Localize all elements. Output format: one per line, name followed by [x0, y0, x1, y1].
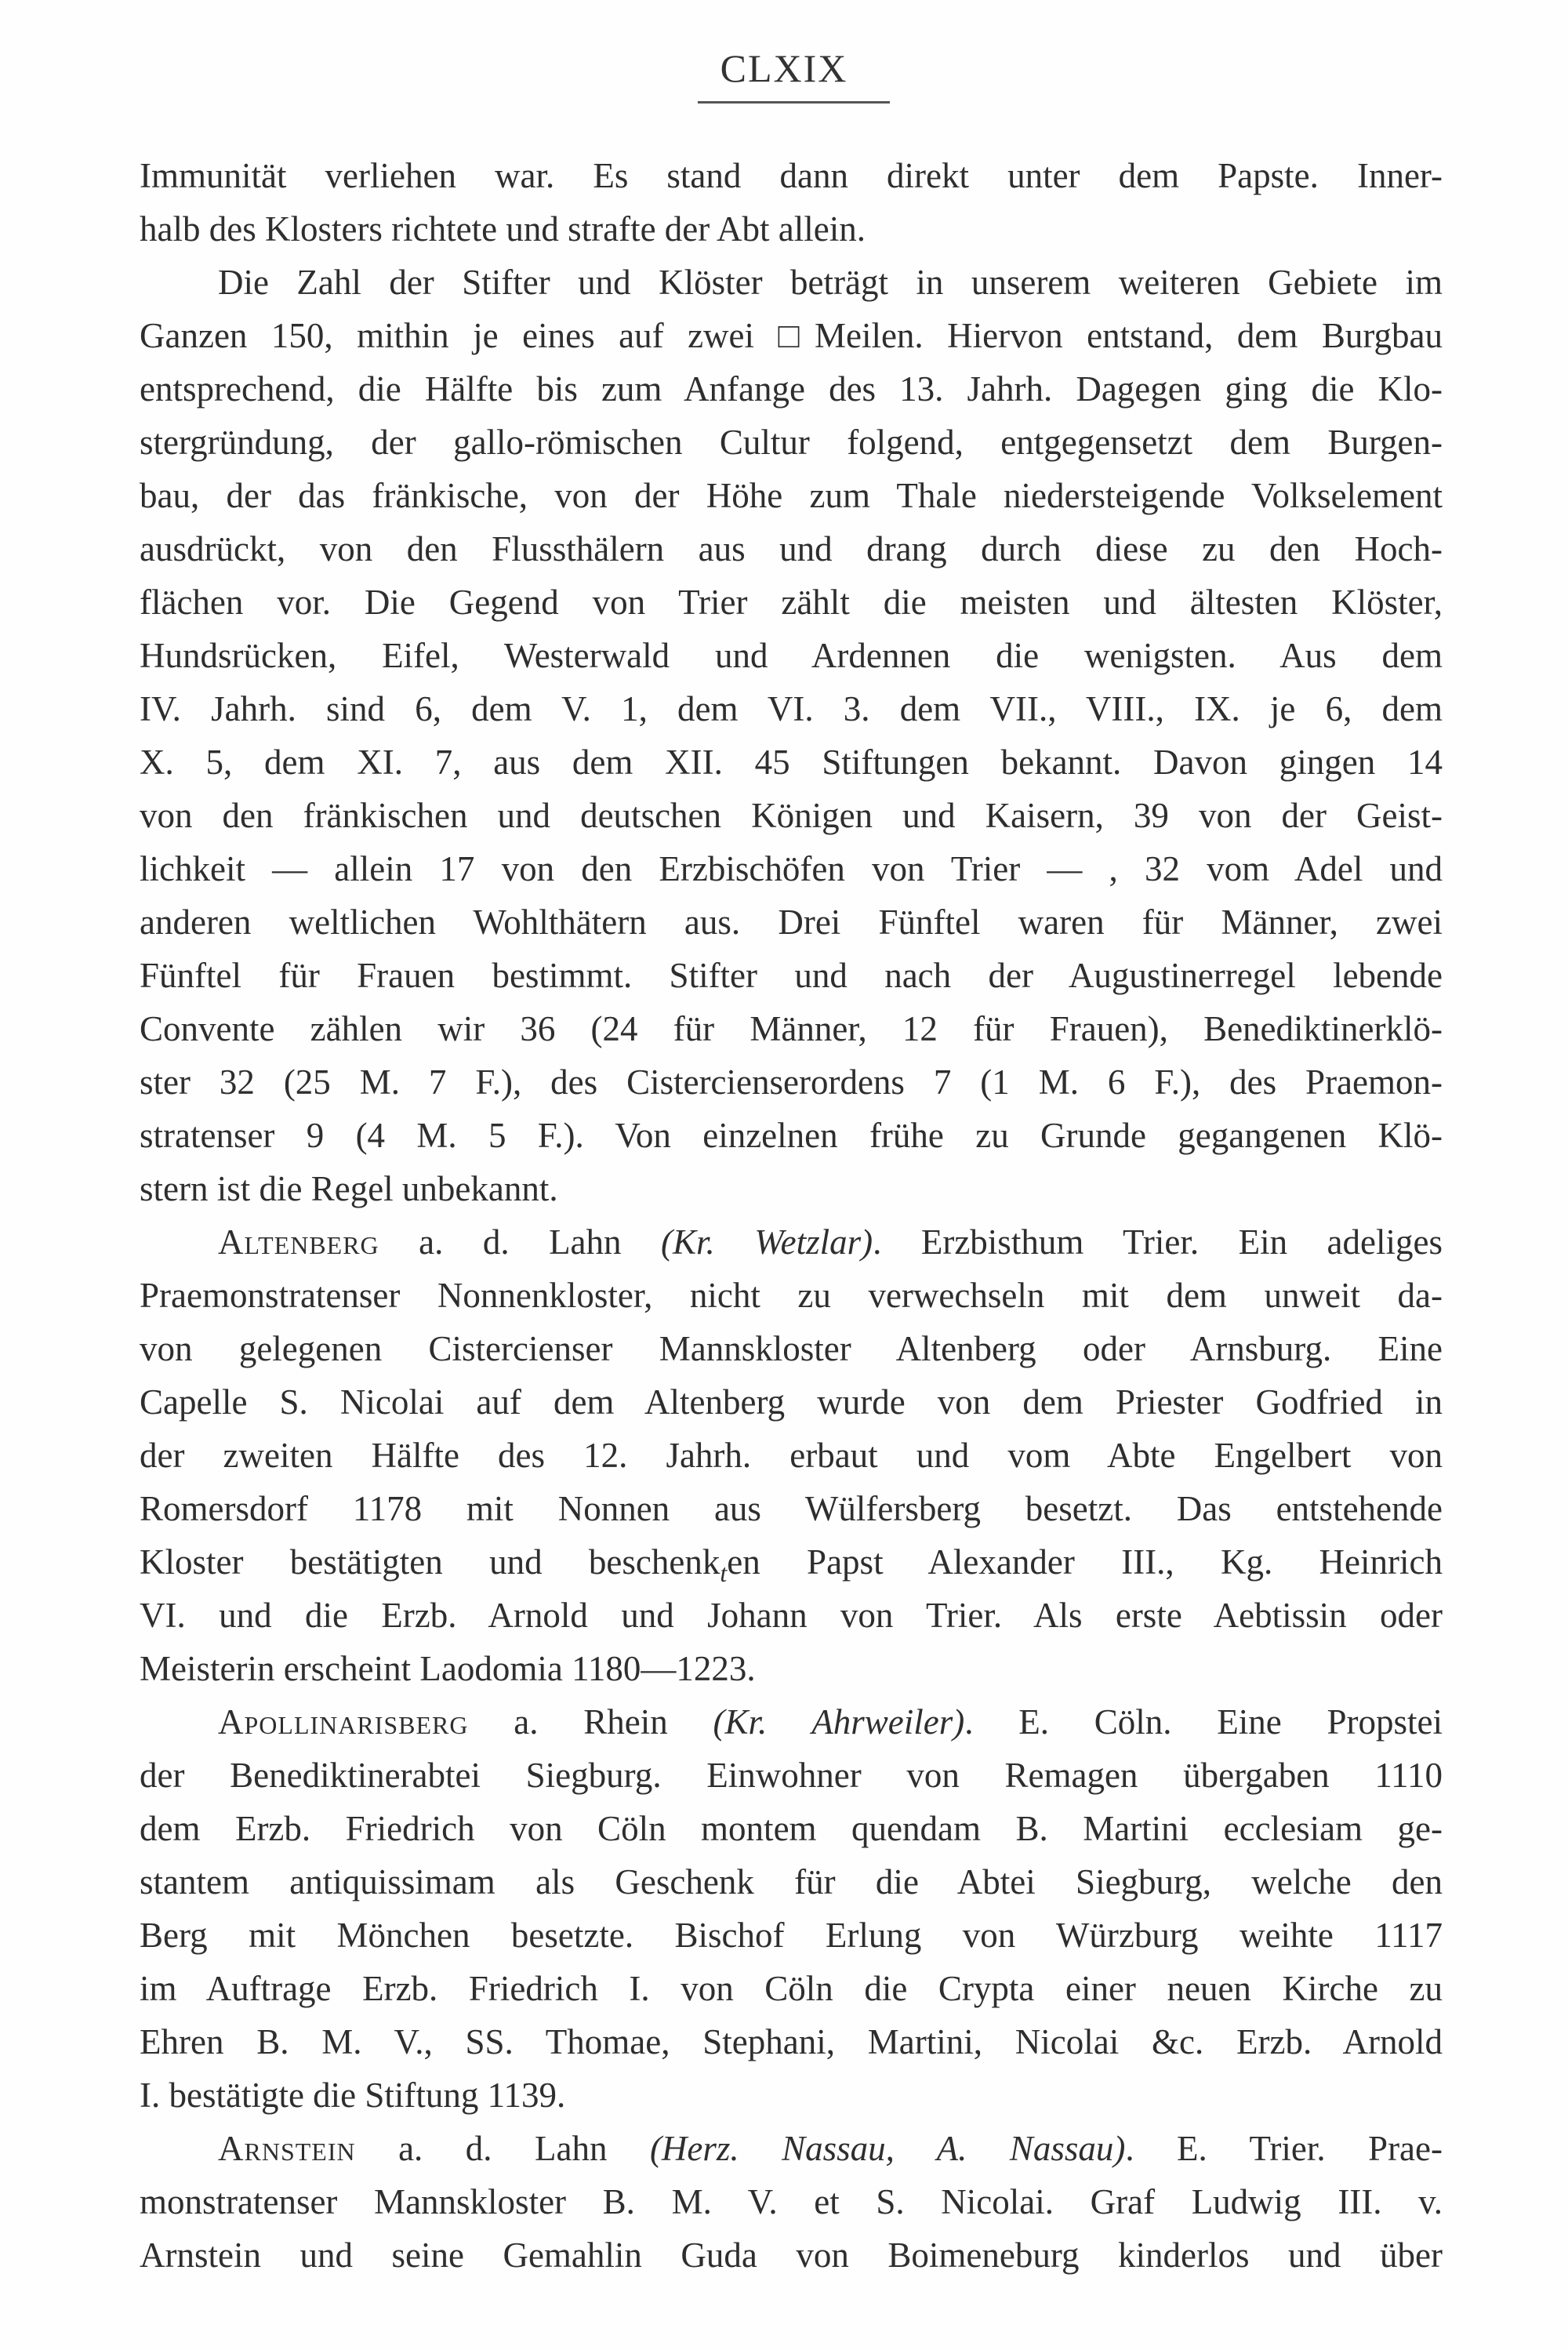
text-line — [218, 260, 1443, 304]
text-segment: im Auftrage Erzb. Friedrich I. von Cöln die Crypta einer neuen Kirche zu — [140, 1969, 1443, 2008]
text-line — [140, 1273, 1443, 1317]
text-line — [140, 1753, 1443, 1797]
text-segment: . E. Cöln. Eine Propstei — [964, 1702, 1443, 1742]
page-number-header: CLXIX — [720, 46, 848, 90]
text-segment: Die Zahl der Stifter und Klöster beträgt in unserem weiteren Gebiete im — [218, 263, 1443, 302]
text-line — [140, 900, 1443, 944]
text-segment: ausdrückt, von den Flussthälern aus und drang durch diese zu den Hoch- — [140, 529, 1443, 568]
text-line — [218, 1220, 1443, 1264]
text-segment: Berg mit Mönchen besetzte. Bischof Erlung von Würzburg weihte 1117 — [140, 1916, 1443, 1955]
text-segment: entsprechend, die Hälfte bis zum Anfange des 13. Jahrh. Dagegen ging die Klo- — [140, 369, 1443, 409]
text-line — [140, 1860, 1443, 1904]
text-line — [140, 207, 1443, 251]
text-line — [140, 1167, 1443, 1211]
text-line — [140, 2073, 1443, 2117]
text-segment: Meisterin erscheint Laodomia 1180—1223. — [140, 1649, 756, 1688]
text-segment: . E. Trier. Prae- — [1125, 2129, 1443, 2168]
entry-heading: Arnstein — [218, 2129, 356, 2168]
text-segment: stergründung, der gallo-römischen Cultur folgend, entgegensetzt dem Burgen- — [140, 423, 1443, 462]
text-segment: stratenser 9 (4 M. 5 F.). Von einzelnen frühe zu Grunde gegangenen Klö- — [140, 1116, 1443, 1155]
text-segment: Arnstein und seine Gemahlin Guda von Boimeneburg kinderlos und über — [140, 2236, 1443, 2275]
text-segment: I. bestätigte die Stiftung 1139. — [140, 2076, 566, 2115]
text-segment: von den fränkischen und deutschen Königen und Kaisern, 39 von der Geist- — [140, 796, 1443, 835]
text-segment: von gelegenen Cistercienser Mannskloster Altenberg oder Arnsburg. Eine — [140, 1329, 1443, 1368]
text-line — [140, 367, 1443, 411]
text-line — [140, 314, 1443, 358]
text-line — [140, 953, 1443, 997]
text-segment: der Benediktinerabtei Siegburg. Einwohner von Remagen übergaben 1110 — [140, 1756, 1443, 1795]
text-segment: Ganzen 150, mithin je eines auf zwei □Meilen. Hiervon entstand, dem Burgbau — [140, 316, 1443, 355]
text-line — [140, 1540, 1443, 1587]
text-line — [140, 1060, 1443, 1104]
text-segment: monstratenser Mannskloster B. M. V. et S. Nicolai. Graf Ludwig III. v. — [140, 2182, 1443, 2221]
text-line — [140, 1647, 1443, 1691]
entry-heading: Apollinarisberg — [218, 1702, 469, 1742]
text-segment: Romersdorf 1178 mit Nonnen aus Wülfersberg besetzt. Das entstehende — [140, 1489, 1443, 1528]
text-segment: Capelle S. Nicolai auf dem Altenberg wurde von dem Priester Godfried in — [140, 1382, 1443, 1422]
text-line — [140, 2180, 1443, 2224]
text-line — [140, 1487, 1443, 1531]
text-segment: Kloster bestätigten und beschenk — [140, 1542, 720, 1582]
text-line — [140, 580, 1443, 624]
text-line — [140, 2020, 1443, 2064]
location-note: (Kr. Wetzlar) — [661, 1222, 873, 1262]
text-segment: flächen vor. Die Gegend von Trier zählt die meisten und ältesten Klöster, — [140, 583, 1443, 622]
text-line — [140, 740, 1443, 784]
text-line — [140, 420, 1443, 464]
text-segment: a. d. Lahn — [379, 1222, 662, 1262]
text-segment: VI. und die Erzb. Arnold und Johann von Trier. Als erste Aebtissin oder — [140, 1596, 1443, 1635]
text-line — [140, 1593, 1443, 1637]
text-line — [140, 154, 1443, 198]
text-line — [140, 1807, 1443, 1851]
text-segment: der zweiten Hälfte des 12. Jahrh. erbaut und vom Abte Engelbert von — [140, 1436, 1443, 1475]
text-segment: a. d. Lahn — [355, 2129, 650, 2168]
text-line — [140, 847, 1443, 891]
location-note: (Herz. Nassau, A. Nassau) — [649, 2129, 1126, 2168]
text-segment: ster 32 (25 M. 7 F.), des Cistercienserordens 7 (1 M. 6 F.), des Praemon- — [140, 1062, 1443, 1102]
text-segment: lichkeit — allein 17 von den Erzbischöfen von Trier — , 32 vom Adel und — [140, 849, 1443, 888]
text-segment: . Erzbisthum Trier. Ein adeliges — [873, 1222, 1443, 1262]
text-segment: stern ist die Regel unbekannt. — [140, 1169, 558, 1208]
location-note: (Kr. Ahrweiler) — [713, 1702, 965, 1742]
text-segment: Fünftel für Frauen bestimmt. Stifter und nach der Augustinerregel lebende — [140, 956, 1443, 995]
header-rule — [698, 101, 890, 104]
text-line — [218, 2127, 1443, 2170]
text-line — [140, 1380, 1443, 1424]
text-line — [140, 1913, 1443, 1957]
text-segment: dem Erzb. Friedrich von Cöln montem quendam B. Martini ecclesiam ge- — [140, 1809, 1443, 1848]
text-line — [140, 794, 1443, 837]
text-segment: anderen weltlichen Wohlthätern aus. Drei Fünftel waren für Männer, zwei — [140, 903, 1443, 942]
text-segment: Praemonstratenser Nonnenkloster, nicht zu verwechseln mit dem unweit da- — [140, 1276, 1443, 1315]
text-segment: Convente zählen wir 36 (24 für Männer, 12 für Frauen), Benediktinerklö- — [140, 1009, 1443, 1048]
text-segment: halb des Klosters richtete und strafte der Abt allein. — [140, 209, 866, 249]
text-segment: en Papst Alexander III., Kg. Heinrich — [727, 1542, 1443, 1582]
text-segment: a. Rhein — [468, 1702, 713, 1742]
text-segment: X. 5, dem XI. 7, aus dem XII. 45 Stiftungen bekannt. Davon gingen 14 — [140, 743, 1443, 782]
text-line — [140, 1967, 1443, 2010]
text-line — [140, 1327, 1443, 1371]
text-line — [140, 1007, 1443, 1051]
text-line — [218, 1700, 1443, 1744]
text-segment: IV. Jahrh. sind 6, dem V. 1, dem VI. 3. dem VII., VIII., IX. je 6, dem — [140, 689, 1443, 728]
text-segment: Ehren B. M. V., SS. Thomae, Stephani, Martini, Nicolai &c. Erzb. Arnold — [140, 2022, 1443, 2061]
text-line — [140, 474, 1443, 518]
text-line — [140, 1433, 1443, 1477]
text-line — [140, 527, 1443, 571]
text-line — [140, 634, 1443, 677]
subscript-char: t — [720, 1559, 728, 1587]
text-segment: bau, der das fränkische, von der Höhe zum Thale niedersteigende Volkselement — [140, 476, 1443, 515]
text-line — [140, 1113, 1443, 1157]
entry-heading: Altenberg — [218, 1222, 379, 1262]
text-line — [140, 2233, 1443, 2277]
text-segment: stantem antiquissimam als Geschenk für die Abtei Siegburg, welche den — [140, 1862, 1443, 1901]
text-segment: Immunität verliehen war. Es stand dann direkt unter dem Papste. Inner- — [140, 156, 1443, 195]
text-segment: Hundsrücken, Eifel, Westerwald und Ardennen die wenigsten. Aus dem — [140, 636, 1443, 675]
text-line — [140, 687, 1443, 731]
